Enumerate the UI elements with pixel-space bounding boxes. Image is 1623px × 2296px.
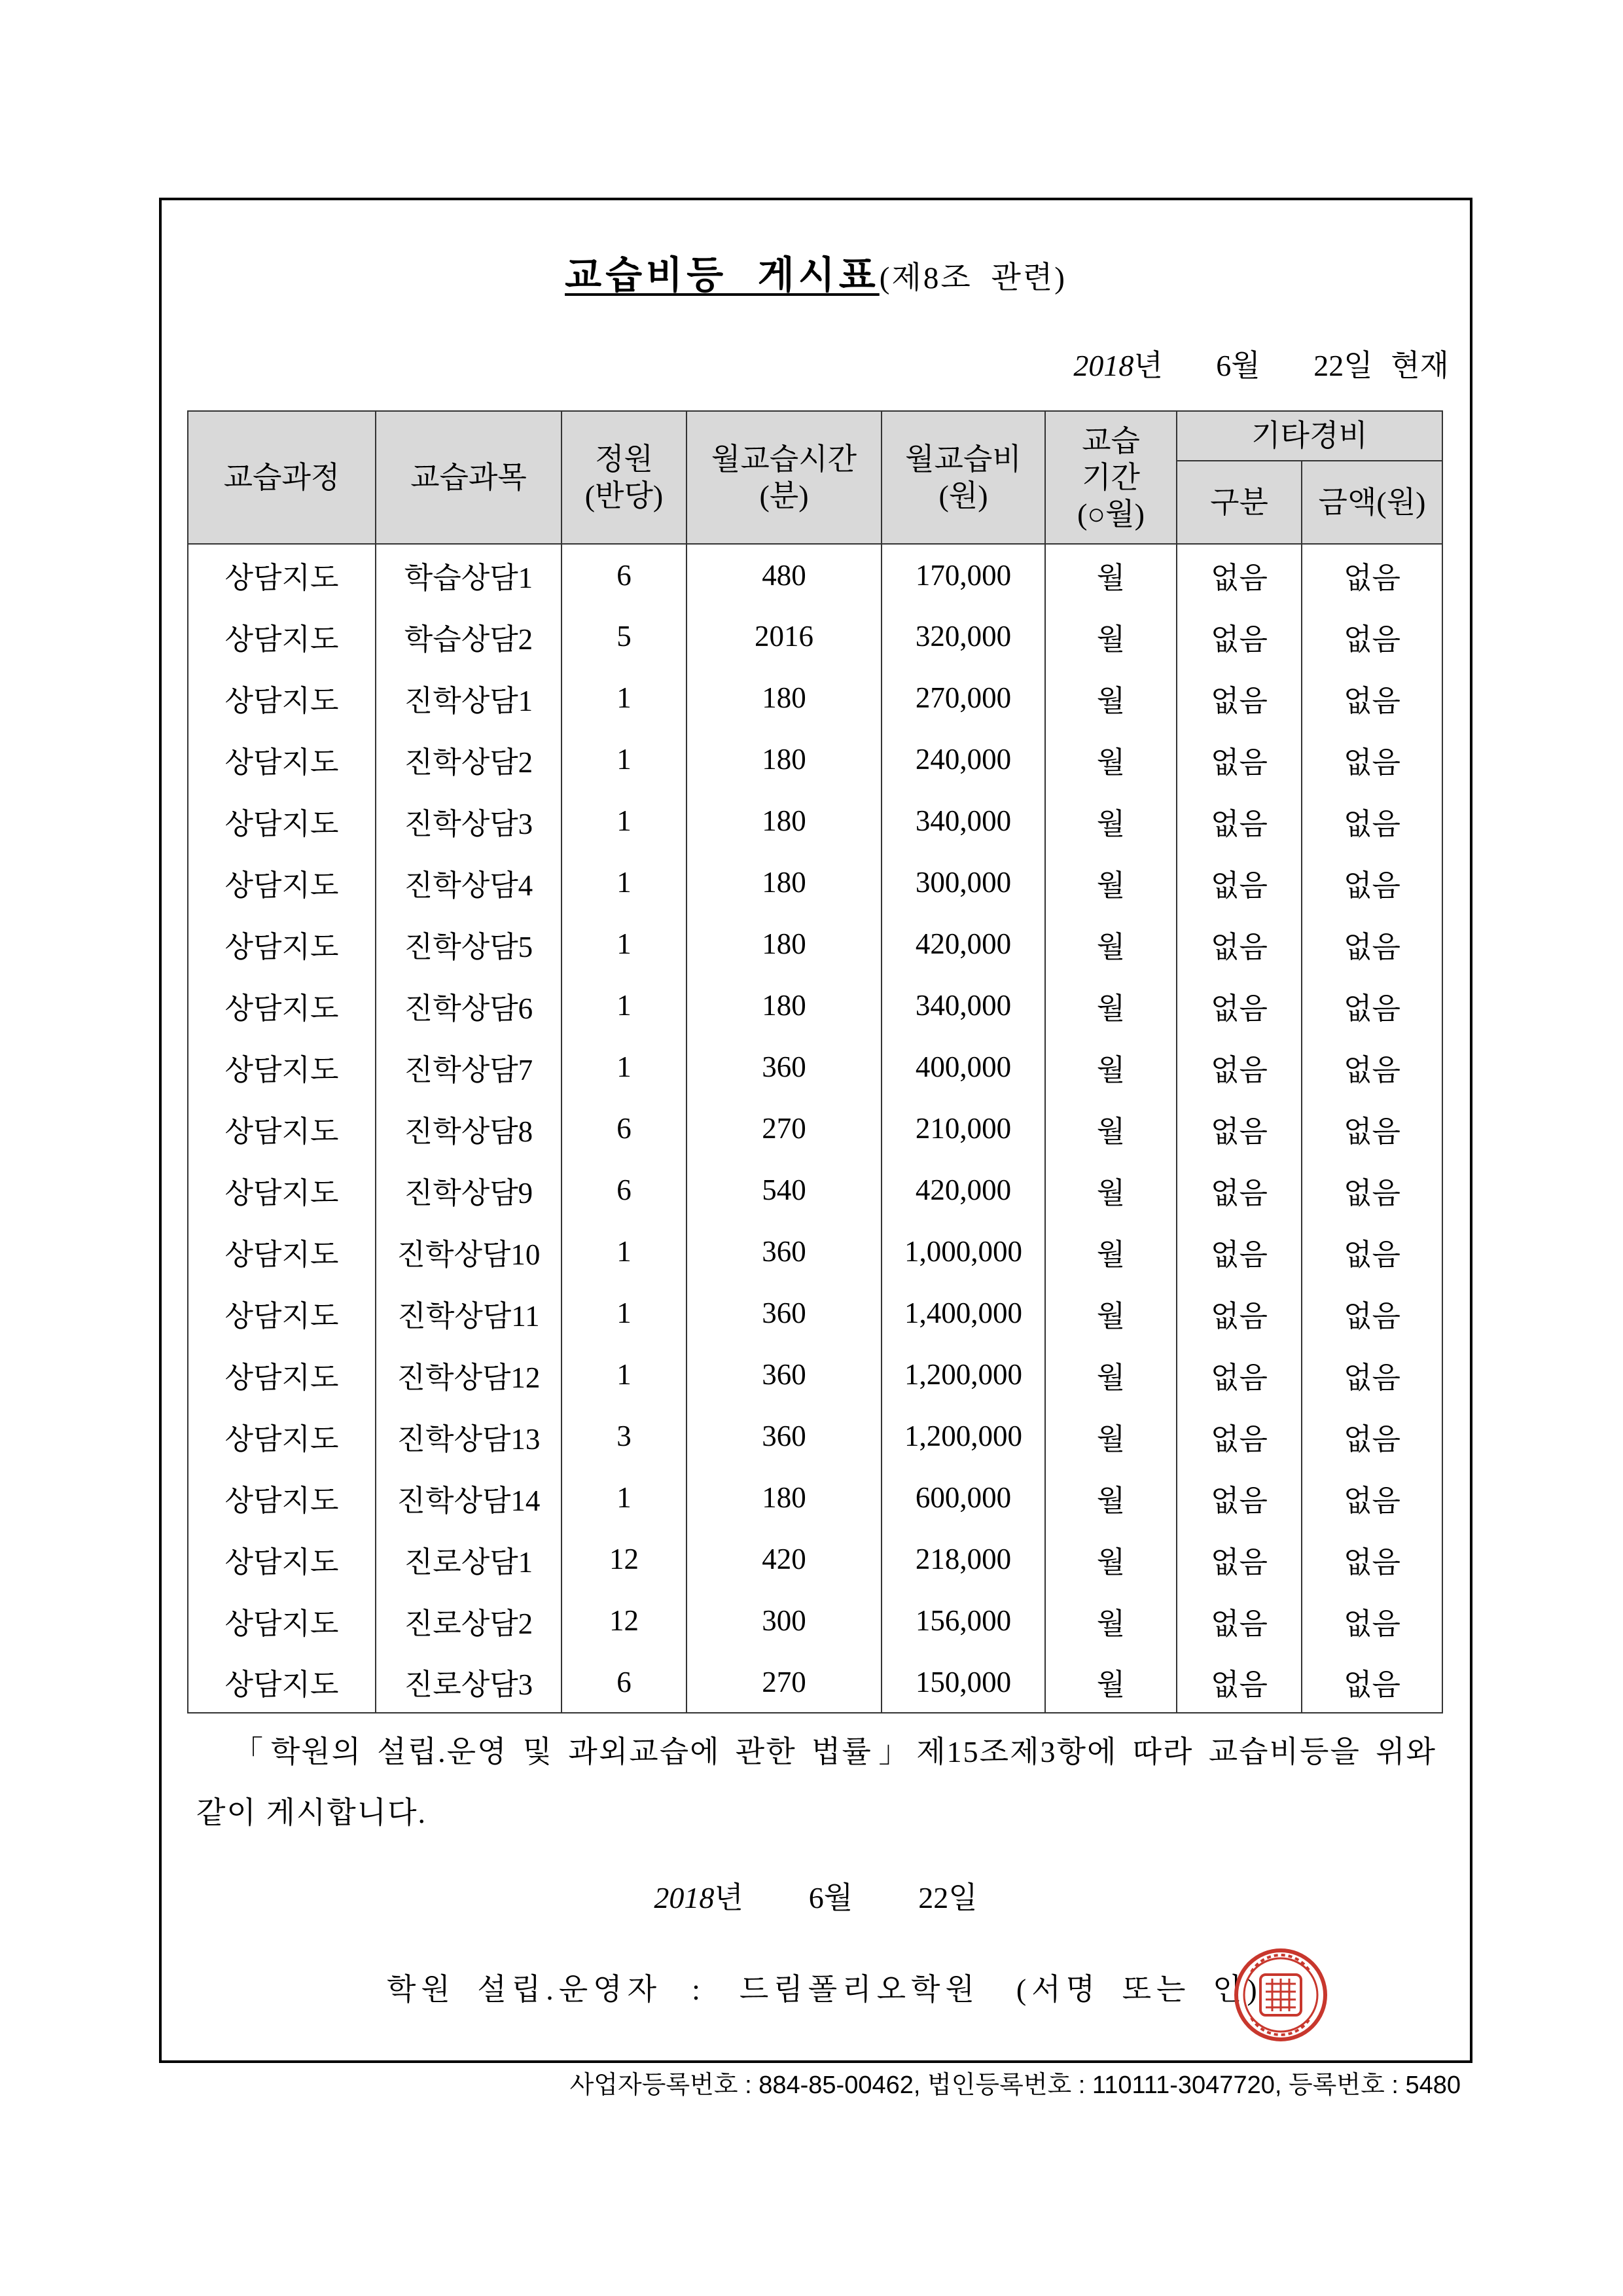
- cell-monthly-fee: 400,000: [882, 1036, 1045, 1098]
- cell-monthly-fee: 420,000: [882, 913, 1045, 975]
- cell-course: 상담지도: [188, 1282, 376, 1344]
- cell-subject: 진로상담2: [376, 1590, 562, 1651]
- cell-other-expense-amount: 없음: [1302, 544, 1442, 605]
- cell-subject: 진로상담1: [376, 1528, 562, 1590]
- cell-subject: 진학상담12: [376, 1344, 562, 1405]
- cell-monthly-fee: 240,000: [882, 728, 1045, 790]
- cell-capacity: 12: [562, 1528, 687, 1590]
- header-other-type: 구분: [1177, 461, 1302, 544]
- cell-period: 월: [1045, 1590, 1177, 1651]
- cell-subject: 진학상담9: [376, 1159, 562, 1221]
- cell-subject: 진학상담4: [376, 852, 562, 913]
- table-row: [188, 1467, 1442, 1528]
- as-of-day: 22일: [1313, 349, 1373, 382]
- fee-table: [187, 410, 1443, 1713]
- cell-monthly-fee: 320,000: [882, 605, 1045, 667]
- cell-monthly-fee: 300,000: [882, 852, 1045, 913]
- cell-monthly-minutes: 360: [687, 1282, 882, 1344]
- cell-other-expense-amount: 없음: [1302, 1528, 1442, 1590]
- cell-monthly-fee: 1,200,000: [882, 1405, 1045, 1467]
- cell-capacity: 1: [562, 790, 687, 852]
- table-row: [188, 1221, 1442, 1282]
- table-row: [188, 544, 1442, 605]
- table-row: [188, 728, 1442, 790]
- cell-monthly-fee: 218,000: [882, 1528, 1045, 1590]
- cell-course: 상담지도: [188, 913, 376, 975]
- sign-date-year: 2018년: [654, 1881, 743, 1914]
- header-course: 교습과정: [188, 411, 376, 544]
- cell-subject: 진학상담11: [376, 1282, 562, 1344]
- cell-monthly-fee: 600,000: [882, 1467, 1045, 1528]
- title-suffix: (제8조 관련): [879, 261, 1067, 295]
- cell-course: 상담지도: [188, 1528, 376, 1590]
- cell-course: 상담지도: [188, 790, 376, 852]
- registration-footer: 사업자등록번호 : 884-85-00462, 법인등록번호 : 110111-3047720, 등록번호 : 5480: [569, 2072, 1461, 2099]
- cell-monthly-fee: 1,000,000: [882, 1221, 1045, 1282]
- cell-monthly-minutes: 270: [687, 1651, 882, 1713]
- cell-other-expense-type: 없음: [1177, 1221, 1302, 1282]
- cell-other-expense-amount: 없음: [1302, 913, 1442, 975]
- cell-period: 월: [1045, 605, 1177, 667]
- cell-other-expense-type: 없음: [1177, 1405, 1302, 1467]
- sign-date-day: 22일: [918, 1881, 978, 1914]
- cell-monthly-minutes: 270: [687, 1098, 882, 1159]
- title-main: 교습비등 게시표: [565, 254, 880, 296]
- cell-monthly-fee: 150,000: [882, 1651, 1045, 1713]
- cell-period: 월: [1045, 1467, 1177, 1528]
- cell-other-expense-amount: 없음: [1302, 1590, 1442, 1651]
- as-of-suffix: 현재: [1391, 349, 1449, 382]
- notice-paragraph: [196, 1721, 1436, 1843]
- cell-other-expense-type: 없음: [1177, 790, 1302, 852]
- cell-capacity: 1: [562, 913, 687, 975]
- table-row: [188, 667, 1442, 728]
- cell-monthly-fee: 156,000: [882, 1590, 1045, 1651]
- as-of-month: 6월: [1216, 349, 1260, 382]
- cell-period: 월: [1045, 1528, 1177, 1590]
- table-row: [188, 790, 1442, 852]
- cell-other-expense-type: 없음: [1177, 1344, 1302, 1405]
- cell-capacity: 1: [562, 728, 687, 790]
- cell-period: 월: [1045, 1221, 1177, 1282]
- notice-line-1: 「학원의 설립.운영 및 과외교습에 관한 법률」제15조제3항에 따라 교습비등을 위와: [233, 1735, 1436, 1768]
- cell-course: 상담지도: [188, 728, 376, 790]
- cell-capacity: 1: [562, 852, 687, 913]
- cell-subject: 진로상담3: [376, 1651, 562, 1713]
- cell-monthly-minutes: 180: [687, 852, 882, 913]
- as-of-date: [1073, 348, 1449, 384]
- cell-subject: 진학상담2: [376, 728, 562, 790]
- cell-other-expense-amount: 없음: [1302, 667, 1442, 728]
- cell-subject: 진학상담10: [376, 1221, 562, 1282]
- cell-monthly-minutes: 360: [687, 1036, 882, 1098]
- cell-other-expense-amount: 없음: [1302, 1098, 1442, 1159]
- cell-course: 상담지도: [188, 1344, 376, 1405]
- cell-monthly-fee: 270,000: [882, 667, 1045, 728]
- cell-other-expense-type: 없음: [1177, 1467, 1302, 1528]
- table-row: [188, 1159, 1442, 1221]
- cell-other-expense-type: 없음: [1177, 544, 1302, 605]
- table-row: [188, 1098, 1442, 1159]
- table-row: [188, 1590, 1442, 1651]
- cell-subject: 진학상담6: [376, 975, 562, 1036]
- cell-period: 월: [1045, 790, 1177, 852]
- header-monthly-minutes: 월교습시간 (분): [687, 411, 882, 544]
- table-row: [188, 852, 1442, 913]
- cell-capacity: 6: [562, 1098, 687, 1159]
- cell-other-expense-type: 없음: [1177, 1159, 1302, 1221]
- table-row: [188, 913, 1442, 975]
- table-row: [188, 1405, 1442, 1467]
- cell-course: 상담지도: [188, 1590, 376, 1651]
- cell-subject: 진학상담5: [376, 913, 562, 975]
- cell-other-expense-type: 없음: [1177, 975, 1302, 1036]
- cell-other-expense-type: 없음: [1177, 667, 1302, 728]
- cell-other-expense-type: 없음: [1177, 728, 1302, 790]
- cell-monthly-minutes: 180: [687, 728, 882, 790]
- cell-period: 월: [1045, 1159, 1177, 1221]
- cell-monthly-minutes: 180: [687, 913, 882, 975]
- operator-name: 드림폴리오학원: [739, 1973, 980, 2006]
- header-period: 교습 기간 (○월): [1045, 411, 1177, 544]
- fee-table-header: [188, 411, 1442, 544]
- cell-course: 상담지도: [188, 667, 376, 728]
- operator-sign-placeholder: (서명 또는 인): [1016, 1973, 1262, 2006]
- header-monthly-fee: 월교습비 (원): [882, 411, 1045, 544]
- document-title: [159, 252, 1472, 309]
- cell-other-expense-type: 없음: [1177, 1528, 1302, 1590]
- as-of-year: 2018년: [1073, 349, 1163, 382]
- cell-monthly-fee: 340,000: [882, 975, 1045, 1036]
- table-row: [188, 1282, 1442, 1344]
- cell-other-expense-type: 없음: [1177, 1036, 1302, 1098]
- cell-monthly-fee: 340,000: [882, 790, 1045, 852]
- cell-monthly-minutes: 180: [687, 1467, 882, 1528]
- cell-subject: 진학상담14: [376, 1467, 562, 1528]
- cell-subject: 진학상담13: [376, 1405, 562, 1467]
- table-row: [188, 975, 1442, 1036]
- cell-other-expense-amount: 없음: [1302, 1159, 1442, 1221]
- cell-capacity: 6: [562, 1651, 687, 1713]
- table-row: [188, 1528, 1442, 1590]
- cell-monthly-minutes: 300: [687, 1590, 882, 1651]
- cell-capacity: 6: [562, 1159, 687, 1221]
- cell-monthly-minutes: 180: [687, 667, 882, 728]
- cell-course: 상담지도: [188, 1221, 376, 1282]
- cell-capacity: 3: [562, 1405, 687, 1467]
- cell-other-expense-type: 없음: [1177, 1651, 1302, 1713]
- cell-other-expense-amount: 없음: [1302, 1405, 1442, 1467]
- cell-monthly-minutes: 540: [687, 1159, 882, 1221]
- operator-colon: :: [692, 1973, 705, 2006]
- cell-course: 상담지도: [188, 1159, 376, 1221]
- cell-monthly-minutes: 360: [687, 1221, 882, 1282]
- cell-capacity: 1: [562, 1282, 687, 1344]
- header-subject: 교습과목: [376, 411, 562, 544]
- cell-other-expense-amount: 없음: [1302, 605, 1442, 667]
- cell-monthly-minutes: 360: [687, 1344, 882, 1405]
- cell-course: 상담지도: [188, 1036, 376, 1098]
- cell-course: 상담지도: [188, 852, 376, 913]
- cell-capacity: 1: [562, 1221, 687, 1282]
- cell-capacity: 1: [562, 667, 687, 728]
- cell-period: 월: [1045, 728, 1177, 790]
- sign-date-month: 6월: [808, 1881, 853, 1914]
- cell-period: 월: [1045, 975, 1177, 1036]
- cell-monthly-minutes: 480: [687, 544, 882, 605]
- cell-period: 월: [1045, 1282, 1177, 1344]
- fee-table-body: [188, 544, 1442, 1713]
- cell-other-expense-type: 없음: [1177, 605, 1302, 667]
- cell-other-expense-type: 없음: [1177, 913, 1302, 975]
- cell-capacity: 6: [562, 544, 687, 605]
- cell-monthly-fee: 210,000: [882, 1098, 1045, 1159]
- table-row: [188, 1344, 1442, 1405]
- cell-subject: 진학상담1: [376, 667, 562, 728]
- cell-course: 상담지도: [188, 605, 376, 667]
- cell-course: 상담지도: [188, 975, 376, 1036]
- cell-subject: 학습상담2: [376, 605, 562, 667]
- cell-period: 월: [1045, 667, 1177, 728]
- cell-other-expense-amount: 없음: [1302, 852, 1442, 913]
- header-capacity: 정원 (반당): [562, 411, 687, 544]
- cell-monthly-minutes: 420: [687, 1528, 882, 1590]
- cell-monthly-fee: 1,400,000: [882, 1282, 1045, 1344]
- sign-date: [159, 1880, 1472, 1916]
- seal-stamp-icon: [1232, 1946, 1330, 2044]
- cell-other-expense-type: 없음: [1177, 1098, 1302, 1159]
- cell-capacity: 1: [562, 1036, 687, 1098]
- cell-other-expense-type: 없음: [1177, 1590, 1302, 1651]
- cell-monthly-fee: 420,000: [882, 1159, 1045, 1221]
- cell-monthly-minutes: 180: [687, 975, 882, 1036]
- cell-monthly-fee: 1,200,000: [882, 1344, 1045, 1405]
- cell-course: 상담지도: [188, 1651, 376, 1713]
- cell-course: 상담지도: [188, 1405, 376, 1467]
- operator-label: 학원 설립.운영자: [387, 1973, 662, 2006]
- operator-line: [387, 1971, 1262, 2008]
- cell-capacity: 12: [562, 1590, 687, 1651]
- cell-period: 월: [1045, 1098, 1177, 1159]
- cell-subject: 진학상담8: [376, 1098, 562, 1159]
- cell-other-expense-amount: 없음: [1302, 1221, 1442, 1282]
- cell-period: 월: [1045, 1405, 1177, 1467]
- cell-monthly-minutes: 2016: [687, 605, 882, 667]
- cell-other-expense-amount: 없음: [1302, 728, 1442, 790]
- table-row: [188, 605, 1442, 667]
- cell-period: 월: [1045, 1344, 1177, 1405]
- cell-other-expense-type: 없음: [1177, 1282, 1302, 1344]
- cell-period: 월: [1045, 913, 1177, 975]
- cell-other-expense-amount: 없음: [1302, 975, 1442, 1036]
- cell-capacity: 1: [562, 1467, 687, 1528]
- cell-other-expense-amount: 없음: [1302, 790, 1442, 852]
- table-row: [188, 1651, 1442, 1713]
- cell-monthly-minutes: 360: [687, 1405, 882, 1467]
- cell-period: 월: [1045, 1651, 1177, 1713]
- cell-capacity: 5: [562, 605, 687, 667]
- cell-monthly-minutes: 180: [687, 790, 882, 852]
- cell-period: 월: [1045, 852, 1177, 913]
- cell-other-expense-type: 없음: [1177, 852, 1302, 913]
- cell-course: 상담지도: [188, 1467, 376, 1528]
- cell-other-expense-amount: 없음: [1302, 1036, 1442, 1098]
- cell-monthly-fee: 170,000: [882, 544, 1045, 605]
- header-other-expenses: 기타경비: [1177, 411, 1442, 461]
- cell-subject: 학습상담1: [376, 544, 562, 605]
- cell-subject: 진학상담7: [376, 1036, 562, 1098]
- cell-other-expense-amount: 없음: [1302, 1344, 1442, 1405]
- notice-line-2: 같이 게시합니다.: [196, 1796, 427, 1829]
- cell-period: 월: [1045, 544, 1177, 605]
- table-row: [188, 1036, 1442, 1098]
- cell-period: 월: [1045, 1036, 1177, 1098]
- cell-course: 상담지도: [188, 1098, 376, 1159]
- cell-subject: 진학상담3: [376, 790, 562, 852]
- cell-capacity: 1: [562, 1344, 687, 1405]
- cell-other-expense-amount: 없음: [1302, 1651, 1442, 1713]
- cell-course: 상담지도: [188, 544, 376, 605]
- cell-other-expense-amount: 없음: [1302, 1467, 1442, 1528]
- header-other-amount: 금액(원): [1302, 461, 1442, 544]
- cell-other-expense-amount: 없음: [1302, 1282, 1442, 1344]
- cell-capacity: 1: [562, 975, 687, 1036]
